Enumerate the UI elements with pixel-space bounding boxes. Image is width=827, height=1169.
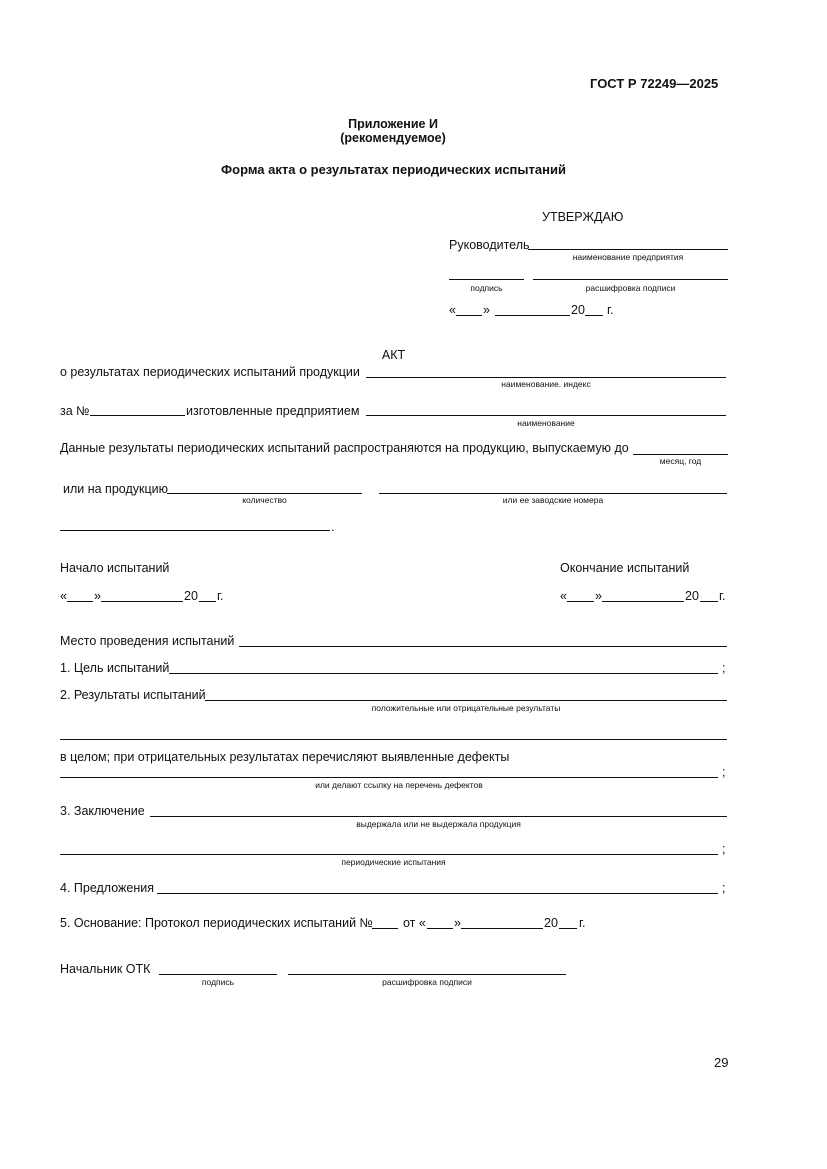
approve-label: УТВЕРЖДАЮ <box>542 210 624 224</box>
appendix-title: Приложение И <box>348 117 438 131</box>
conclusion-caption: выдержала или не выдержала продукция <box>356 819 521 829</box>
otk-decoding-caption: расшифровка подписи <box>382 977 472 987</box>
approval-day-line[interactable] <box>456 315 482 316</box>
otk-signature-caption: подпись <box>201 977 235 987</box>
defects-semicolon: ; <box>722 765 726 779</box>
end-date-close: » <box>595 589 602 603</box>
approval-signature-line[interactable] <box>449 279 524 280</box>
results-caption: положительные или отрицательные результаты <box>371 703 561 713</box>
page-number: 29 <box>714 1055 729 1070</box>
place-line[interactable] <box>239 646 727 647</box>
act-title: АКТ <box>381 348 406 362</box>
approval-signature-caption: подпись <box>470 283 503 293</box>
approval-date-close: » <box>483 303 490 317</box>
periodic-caption: периодические испытания <box>341 857 446 867</box>
manufactured-label: изготовленные предприятием <box>186 404 360 418</box>
goal-line[interactable] <box>169 673 718 674</box>
product-name-caption: наименование. индекс <box>501 379 591 389</box>
defects-line[interactable] <box>60 777 718 778</box>
head-label: Руководитель <box>449 238 530 252</box>
basis-close: » <box>454 916 461 930</box>
conclusion-label: 3. Заключение <box>60 804 145 818</box>
conclusion-line[interactable] <box>150 816 727 817</box>
proposals-line[interactable] <box>157 893 718 894</box>
test-start-label: Начало испытаний <box>60 561 170 575</box>
results-line-2[interactable] <box>60 739 727 740</box>
enterprise-line[interactable] <box>366 415 726 416</box>
basis-from: от « <box>403 916 426 930</box>
protocol-number-line[interactable] <box>372 928 398 929</box>
approval-month-line[interactable] <box>495 315 570 316</box>
otk-head-label: Начальник ОТК <box>60 962 151 976</box>
basis-year-suffix: г. <box>579 916 586 930</box>
basis-month-line[interactable] <box>461 928 543 929</box>
quantity-caption: количество <box>242 495 287 505</box>
end-month-line[interactable] <box>602 601 684 602</box>
periodic-semicolon: ; <box>722 842 726 856</box>
start-year-line[interactable] <box>199 601 216 602</box>
goal-semicolon: ; <box>722 661 726 675</box>
end-year-line[interactable] <box>700 601 718 602</box>
or-product-label: или на продукцию <box>63 482 168 496</box>
start-month-line[interactable] <box>101 601 183 602</box>
goal-label: 1. Цель испытаний <box>60 661 170 675</box>
basis-day-line[interactable] <box>427 928 453 929</box>
approval-decoding-line[interactable] <box>533 279 728 280</box>
number-line[interactable] <box>90 415 185 416</box>
scope-text: Данные результаты периодических испытаний распространяются на продукцию, выпускаемую до <box>60 441 629 455</box>
product-name-line[interactable] <box>366 377 726 378</box>
approval-year-line[interactable] <box>585 315 603 316</box>
periodic-line[interactable] <box>60 854 718 855</box>
continuation-line[interactable] <box>60 530 330 531</box>
proposals-semicolon: ; <box>722 881 726 895</box>
enterprise-name-line[interactable] <box>528 249 728 250</box>
month-year-line[interactable] <box>633 454 728 455</box>
place-label: Место проведения испытаний <box>60 634 235 648</box>
start-date-close: » <box>94 589 101 603</box>
end-date-open: « <box>560 589 567 603</box>
basis-label: 5. Основание: Протокол периодических испытаний № <box>60 916 373 930</box>
start-date-open: « <box>60 589 67 603</box>
serial-numbers-line[interactable] <box>379 493 727 494</box>
act-about-label: о результатах периодических испытаний продукции <box>60 365 360 379</box>
form-title: Форма акта о результатах периодических испытаний <box>221 162 566 177</box>
otk-signature-line[interactable] <box>159 974 277 975</box>
start-year-suffix: г. <box>217 589 224 603</box>
defects-caption: или делают ссылку на перечень дефектов <box>315 780 483 790</box>
quantity-line[interactable] <box>167 493 362 494</box>
basis-year-line[interactable] <box>559 928 577 929</box>
continuation-period: . <box>331 520 335 534</box>
number-label: за № <box>60 404 90 418</box>
approval-date-open: « <box>449 303 456 317</box>
enterprise-name-caption: наименование предприятия <box>572 252 684 262</box>
results-line[interactable] <box>205 700 727 701</box>
test-end-label: Окончание испытаний <box>560 561 690 575</box>
otk-decoding-line[interactable] <box>288 974 566 975</box>
end-year-prefix: 20 <box>685 589 699 603</box>
end-year-suffix: г. <box>719 589 726 603</box>
start-day-line[interactable] <box>67 601 93 602</box>
overall-text: в целом; при отрицательных результатах перечисляют выявленные дефекты <box>60 750 510 764</box>
proposals-label: 4. Предложения <box>60 881 155 895</box>
standard-designation: ГОСТ Р 72249—2025 <box>590 76 719 91</box>
enterprise-caption: наименование <box>517 418 575 428</box>
end-day-line[interactable] <box>567 601 594 602</box>
approval-year-suffix: г. <box>607 303 614 317</box>
results-label: 2. Результаты испытаний <box>60 688 206 702</box>
approval-year-prefix: 20 <box>571 303 585 317</box>
basis-year-prefix: 20 <box>544 916 558 930</box>
start-year-prefix: 20 <box>184 589 198 603</box>
serial-numbers-caption: или ее заводские номера <box>502 495 604 505</box>
month-year-caption: месяц, год <box>659 456 702 466</box>
approval-decoding-caption: расшифровка подписи <box>585 283 676 293</box>
appendix-subtitle: (рекомендуемое) <box>340 131 446 145</box>
